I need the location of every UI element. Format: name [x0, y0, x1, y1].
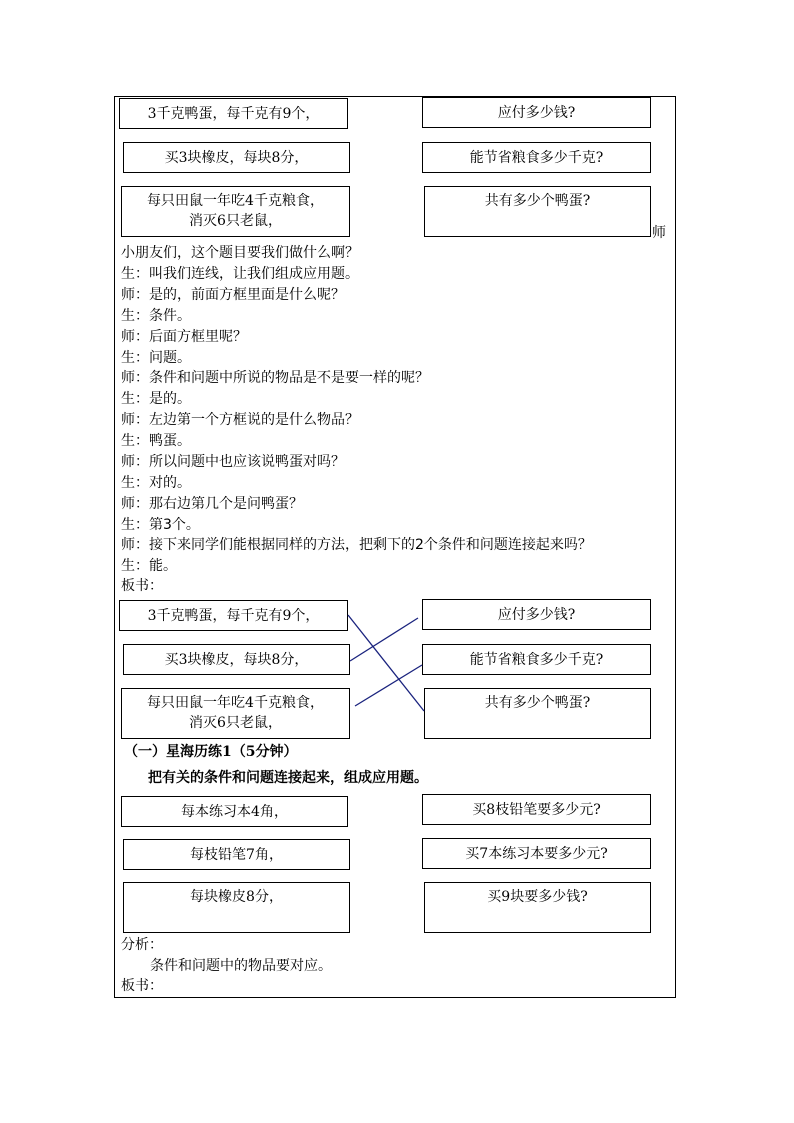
- dialogue-line: 生：鸭蛋。: [121, 433, 191, 449]
- question-text: 买7本练习本要多少元?: [465, 845, 608, 862]
- condition-text: 买3块橡皮，每块8分，: [164, 149, 309, 166]
- dialogue-line: 生：第3个。: [121, 517, 200, 533]
- dialogue-line: 生：条件。: [121, 308, 191, 324]
- question-text: 应付多少钱?: [497, 606, 576, 623]
- exercise-condition-1: [121, 796, 348, 827]
- exercise-question-2: [422, 838, 651, 869]
- question-text: 能节省粮食多少千克?: [469, 651, 604, 668]
- question-text: 共有多少个鸭蛋?: [484, 193, 591, 209]
- dialogue-line: 师：左边第一个方框说的是什么物品？: [121, 412, 359, 428]
- analysis-label: 分析：: [121, 937, 163, 953]
- dialogue-line: 生：对的。: [121, 475, 191, 491]
- board-label: 板书：: [121, 578, 163, 594]
- condition-text: 消灭6只老鼠，: [189, 213, 282, 229]
- connection-line: [355, 665, 422, 706]
- question-text: 共有多少个鸭蛋?: [484, 695, 591, 711]
- dialogue-line: 生：能。: [121, 558, 177, 574]
- dialogue-line: 师：所以问题中也应该说鸭蛋对吗？: [121, 454, 345, 470]
- analysis-text: 条件和问题中的物品要对应。: [150, 958, 332, 974]
- dialogue-line: 小朋友们，这个题目要我们做什么啊？: [121, 245, 359, 261]
- condition-text: 消灭6只老鼠，: [189, 715, 282, 731]
- question-text: 应付多少钱?: [497, 104, 576, 121]
- exercise-question-1: [422, 794, 651, 825]
- exercise-question-3: [424, 882, 651, 933]
- question-text: 买8枝铅笔要多少元?: [472, 801, 601, 818]
- condition-text: 3千克鸭蛋，每千克有9个，: [147, 105, 320, 122]
- question-text: 能节省粮食多少千克?: [469, 149, 604, 166]
- exercise-instruction: 把有关的条件和问题连接起来，组成应用题。: [148, 770, 428, 786]
- dialogue-line: 师：那右边第几个是问鸭蛋？: [121, 496, 303, 512]
- exercise-heading: （一）星海历练1（5分钟）: [124, 744, 298, 760]
- question-text: 买9块要多少钱?: [487, 889, 588, 905]
- board-label: 板书：: [121, 978, 163, 994]
- condition-text: 每只田鼠一年吃4千克粮食，: [147, 695, 324, 711]
- dialogue-line: 师：后面方框里呢？: [121, 329, 247, 345]
- exercise-condition-3: [123, 882, 350, 933]
- dialogue-line: 师：条件和问题中所说的物品是不是要一样的呢？: [121, 370, 429, 386]
- side-char: 师: [652, 225, 666, 241]
- dialogue-line: 生：叫我们连线，让我们组成应用题。: [121, 266, 359, 282]
- condition-text: 买3块橡皮，每块8分，: [164, 651, 309, 668]
- connection-line: [350, 618, 418, 661]
- condition-text: 3千克鸭蛋，每千克有9个，: [147, 607, 320, 624]
- dialogue-line: 师：接下来同学们能根据同样的方法，把剩下的2个条件和问题连接起来吗？: [121, 537, 592, 553]
- dialogue-line: 生：是的。: [121, 391, 191, 407]
- condition-text: 每块橡皮8分，: [190, 889, 283, 905]
- dialogue-line: 师：是的，前面方框里面是什么呢？: [121, 287, 345, 303]
- condition-text: 每本练习本4角，: [181, 803, 288, 820]
- condition-text: 每只田鼠一年吃4千克粮食，: [147, 193, 324, 209]
- dialogue-line: 生：问题。: [121, 350, 191, 366]
- exercise-condition-2: [123, 839, 350, 870]
- connection-line: [348, 615, 424, 711]
- condition-text: 每枝铅笔7角，: [190, 846, 283, 863]
